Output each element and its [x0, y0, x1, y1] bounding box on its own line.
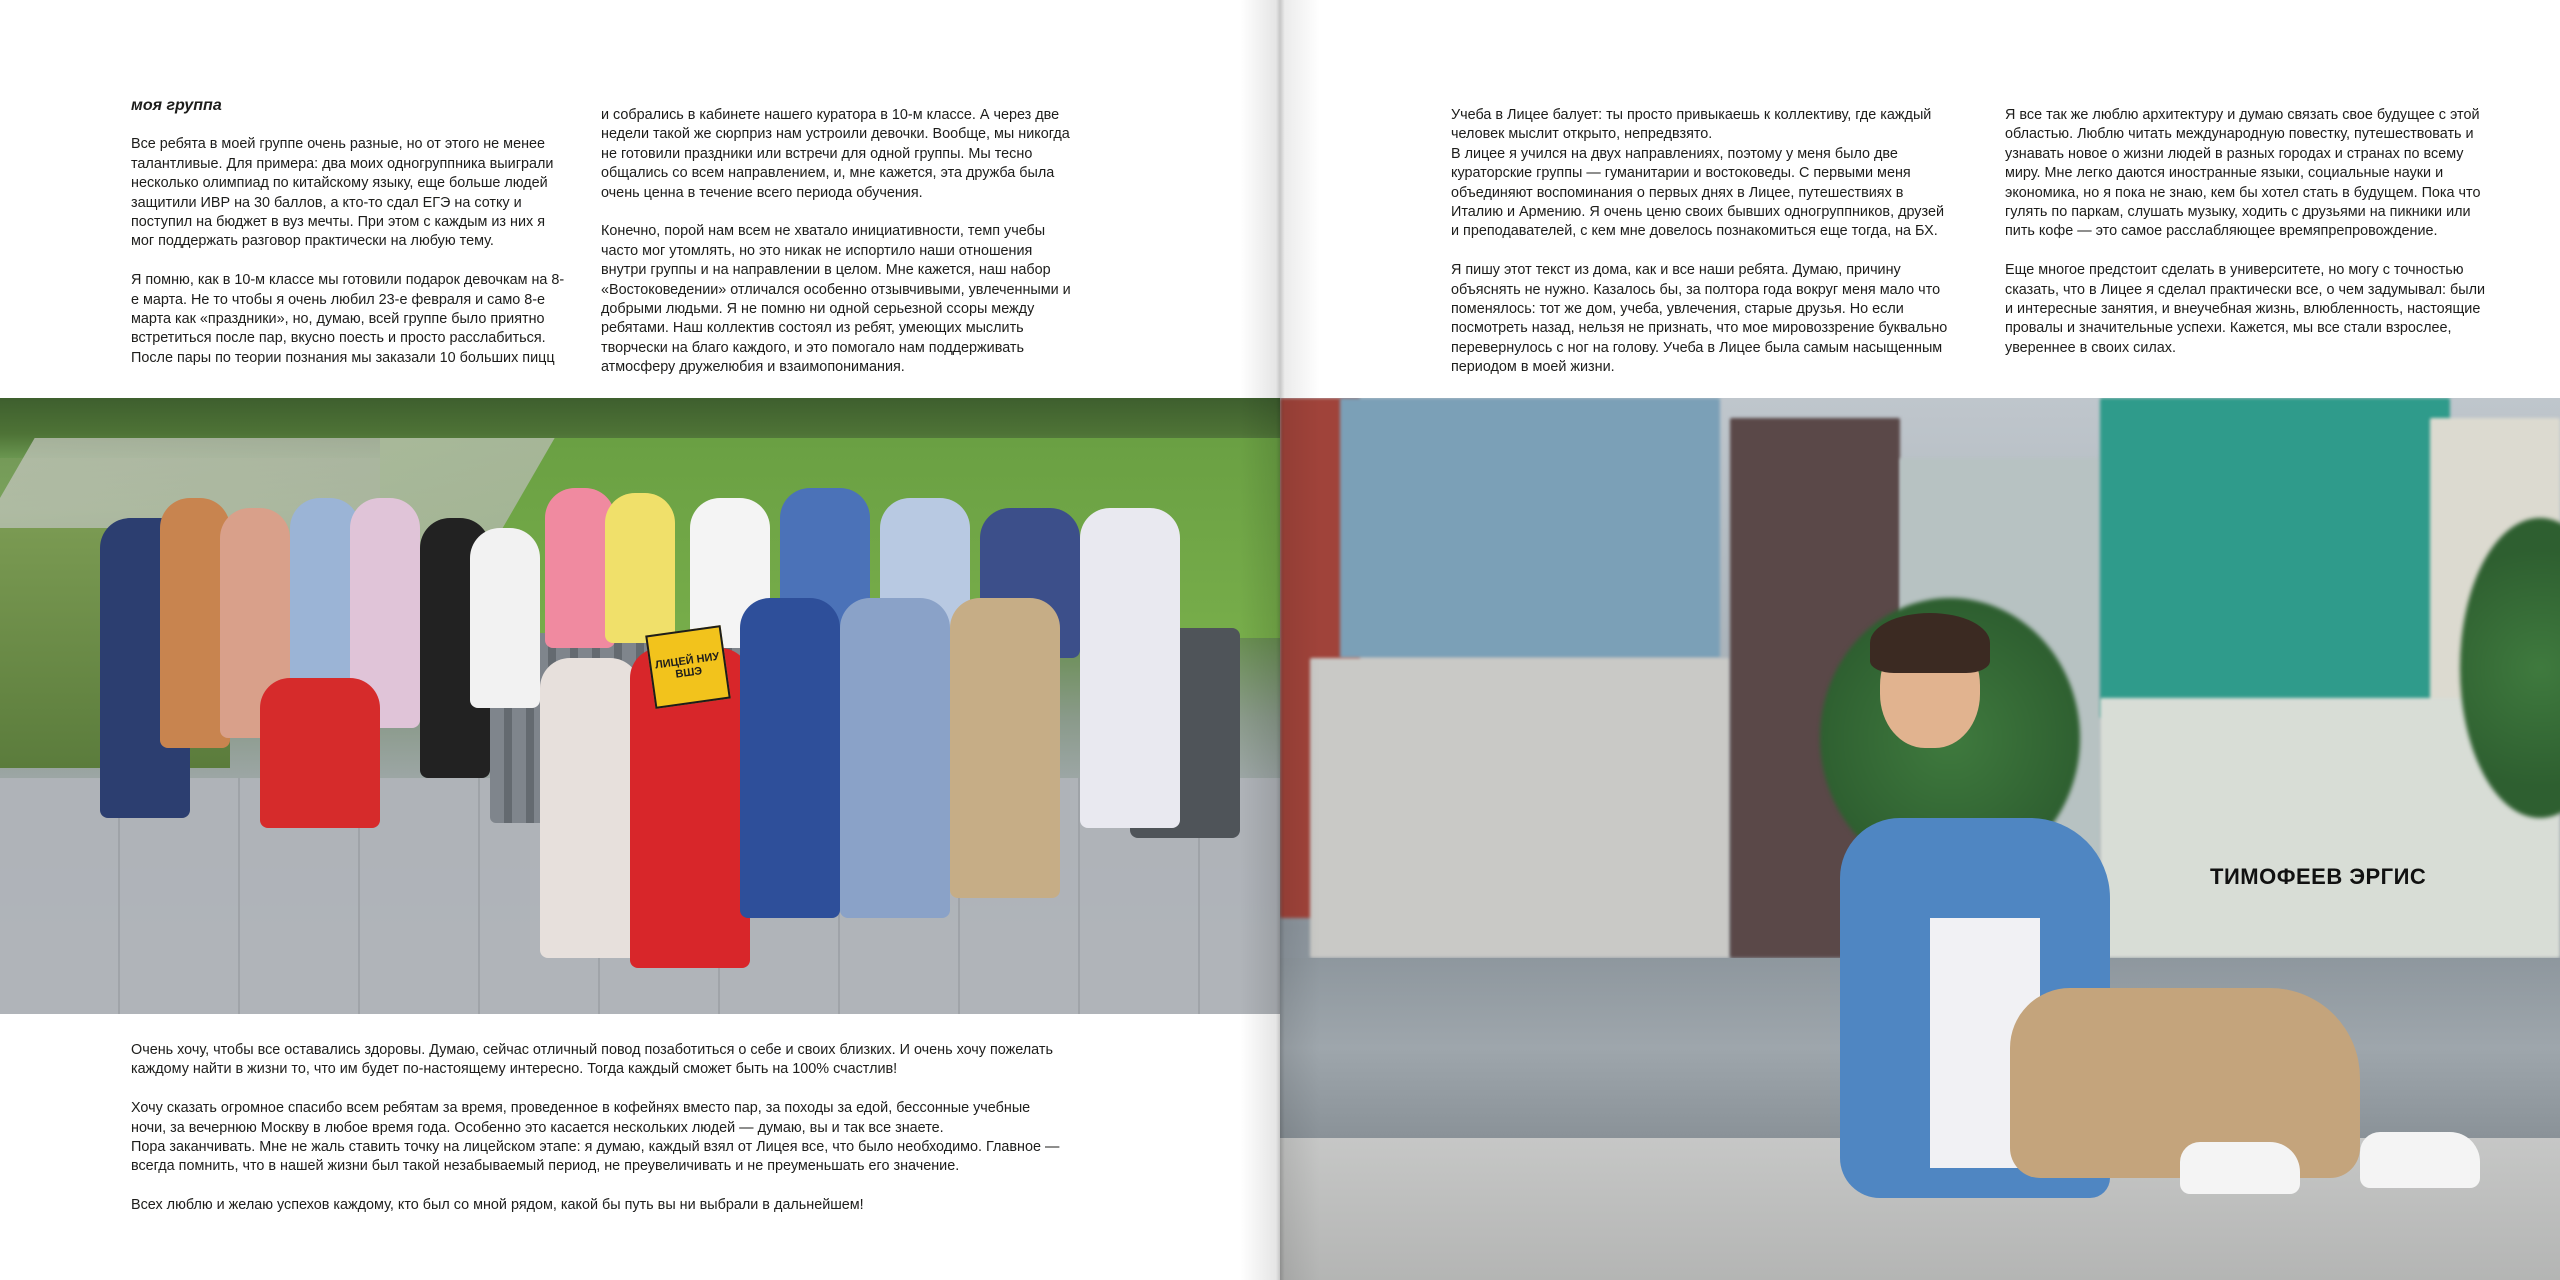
paragraph: Очень хочу, чтобы все оставались здоровы. Думаю, сейчас отличный повод позаботиться о себе и своих близких. И очень хочу пожелать каждому найти в жизни то, что им будет по-настоящему интересно. Тогда каждый сможет быть на 100% счастлив! [131, 1042, 1053, 1078]
paragraph: и собрались в кабинете нашего куратора в 10-м классе. А через две недели такой же сюрприз нам устроили девочки. Вообще, мы никогда не готовили праздники или встречи для одной группы. Мы тесно общались со всем направлением, и, мне кажется, эта дружба была очень ценна в течение всего периода обучения. [601, 107, 1070, 201]
person [840, 598, 950, 918]
left-column-1 [131, 96, 567, 388]
building [2100, 398, 2450, 718]
right-column-1 [1451, 106, 1951, 397]
person [605, 493, 675, 643]
lyceum-sign: ЛИЦЕЙ НИУ ВШЭ [645, 625, 731, 709]
person [260, 678, 380, 828]
paragraph: Я пишу этот текст из дома, как и все наши ребята. Думаю, причину объяснять не нужно. Казалось бы, за полтора года вокруг меня мало что поменялось: тот же дом, учеба, увлечения, старые друзья. Но если посмотреть назад, нельзя не признать, что мое мировоззрение буквально перевернулось с ног на голову. Учеба в Лицее была самым насыщенным периодом в моей жизни. [1451, 262, 1948, 376]
paragraph: Я все так же люблю архитектуру и думаю связать свое будущее с этой областью. Люблю читать международную повестку, путешествовать и узнавать новое о жизни людей в разных городах и странах по всему миру. Мне легко даются иностранные языки, социальные науки и экономика, но я пока не знаю, кем бы хотел стать в будущем. Пока что гулять по паркам, слушать музыку, ходить с друзьями на пикники или пить кофе — это самое расслабляющее времяпрепровождение. [2005, 107, 2481, 240]
paragraph: Конечно, порой нам всем не хватало инициативности, темп учебы часто мог утомлять, но это никак не испортило наши отношения внутри группы и на направлении в целом. Мне кажется, наш набор «Востоковедении» отличался особенно отзывчивыми, увлеченными и добрыми людьми. Я не помню ни одной серьезной ссоры между ребятами. Наш коллектив состоял из ребят, умеющих мыслить творчески на благо каждого, и это помогало нам поддерживать атмосферу дружелюбия и взаимопонимания. [601, 223, 1071, 376]
paragraph: Хочу сказать огромное спасибо всем ребятам за время, проведенное в кофейнях вместо пар, за походы за едой, бессонные учебные ночи, за вечернюю Москву в любое время года. Особенно это касается нескольких людей — думаю, вы и так все знаете. Пора заканчивать. Мне не жаль ставить точку на лицейском этапе: я думаю, каждый взял от Лицея все, что было необходимо. Главное — всегда помнить, что в нашей жизни был такой незабываемый период, не преувеличивать и не преуменьшать его значение. [131, 1100, 1060, 1175]
paragraph: Всех люблю и желаю успехов каждому, кто был со мной рядом, какой бы путь вы ни выбрали в дальнейшем! [131, 1197, 864, 1214]
person [1080, 508, 1180, 828]
left-bottom-text [131, 1041, 1061, 1235]
paragraph: Я помню, как в 10-м классе мы готовили подарок девочкам на 8-е марта. Не то чтобы я очень любил 23-е февраля и само 8-е марта как «праздники», но, думаю, всей группе было приятно встретиться после пар, вкусно поесть и просто расслабиться. После пары по теории познания мы заказали 10 больших пицц [131, 272, 565, 366]
group-photo [0, 398, 1280, 1014]
portrait-photo [1280, 398, 2560, 1280]
person [950, 598, 1060, 898]
paragraph: Учеба в Лицее балует: ты просто привыкаешь к коллективу, где каждый человек мыслит открыто, непредвзято. В лицее я учился на двух направлениях, поэтому у меня было две кураторские группы — гуманитарии и востоковеды. С первыми меня объединяют воспоминания о первых днях в Лицее, путешествиях в Италию и Армению. Я очень ценю своих бывших одногруппников, друзей и преподавателей, с кем мне довелось познакомиться еще тогда, на БХ. [1451, 107, 1944, 240]
paragraph: Все ребята в моей группе очень разные, но от этого не менее талантливые. Для примера: два моих одногруппника выиграли несколько олимпиад по китайскому языку, еще больше людей защитили ИВР на 30 баллов, а кто-то сдал ЕГЭ на сотку и поступил на бюджет в вуз мечты. При этом с каждым из них я мог поддержать разговор практически на любую тему. [131, 136, 554, 250]
sneaker [2180, 1142, 2300, 1194]
person [470, 528, 540, 708]
person [540, 658, 640, 958]
right-page [1280, 0, 2560, 1280]
left-column-2 [601, 106, 1073, 397]
paragraph: Еще многое предстоит сделать в университете, но могу с точностью сказать, что в Лицее я сделал практически все, о чем задумывал: были и интересные занятия, и внеучебная жизнь, влюбленность, настоящие провалы и значительные успехи. Кажется, мы все стали взрослее, увереннее в своих силах. [2005, 262, 2486, 356]
person-name-caption: ТИМОФЕЕВ ЭРГИС [2210, 864, 2427, 889]
sneaker [2360, 1132, 2480, 1188]
building [1310, 658, 1730, 958]
person-hair [1870, 613, 1990, 673]
right-column-2 [2005, 106, 2491, 378]
building [1340, 398, 1720, 658]
section-title: моя группа [131, 97, 222, 114]
person [740, 598, 840, 918]
